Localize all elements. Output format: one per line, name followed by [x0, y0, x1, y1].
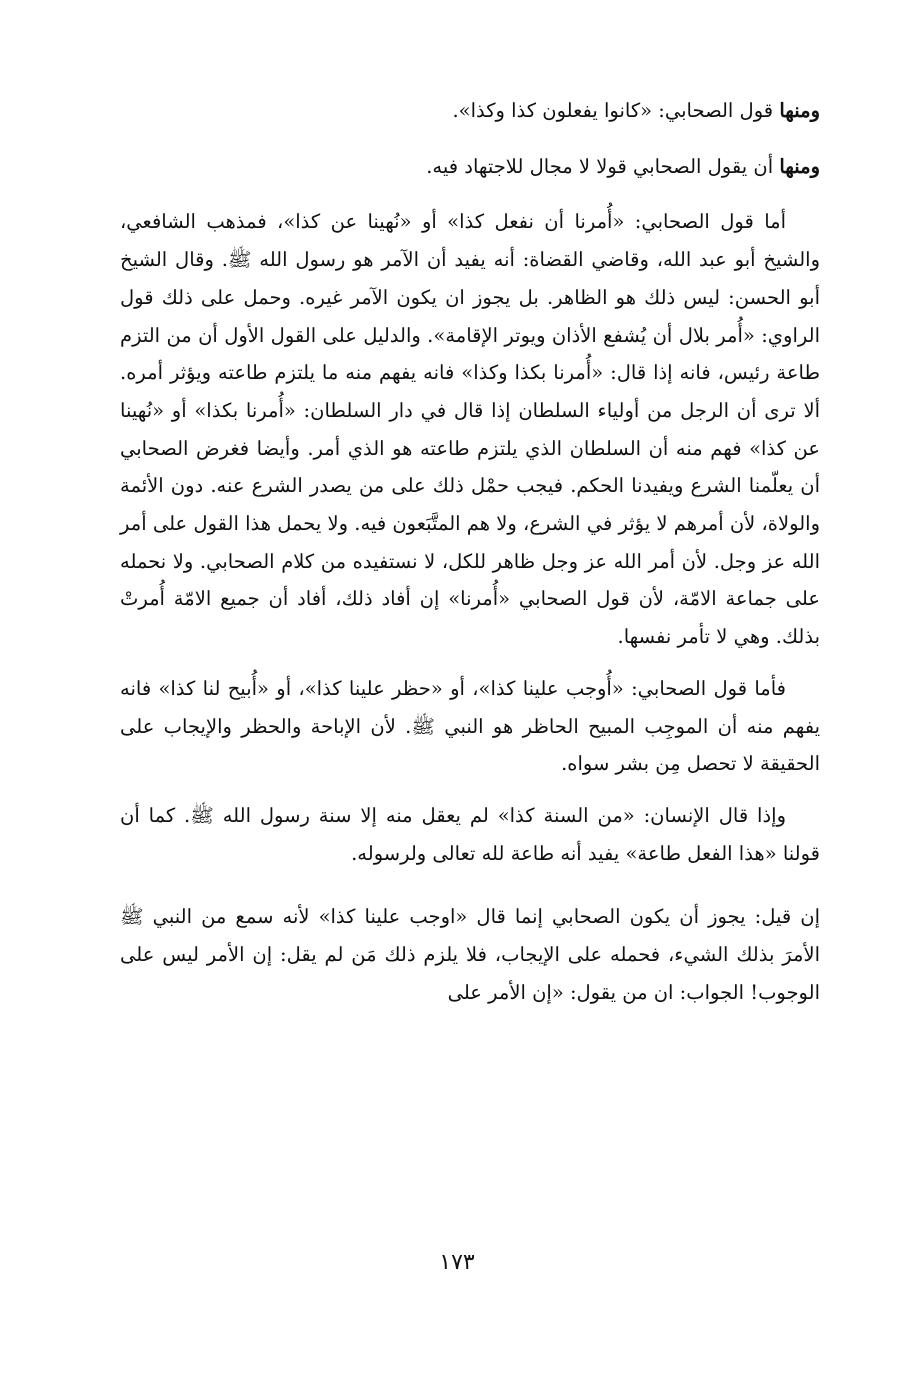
paragraph-1 — [120, 92, 820, 130]
paragraph-1-text: قول الصحابي: «كانوا يفعلون كذا وكذا». — [452, 99, 780, 122]
paragraph-5: وإذا قال الإنسان: «من السنة كذا» لم يعقل منه إلا سنة رسول الله ﷺ. كما أن قولنا «هذا الفعل طاعة» يفيد أنه طاعة لله تعالى ولرسوله. — [120, 803, 820, 865]
paragraph-3: أما قول الصحابي: «أُمرنا أن نفعل كذا» أو «نُهينا عن كذا»، فمذهب الشافعي، والشيخ أبو عبد الله، وقاضي القضاة: أنه يفيد أن الآمر هو رسول الله ﷺ. وقال الشيخ أبو الحسن: ليس ذلك هو الظاهر. بل يجوز ان يكون الآمر غيره. وحمل على ذلك قول الراوي: «أُمر بلال أن يُشفع الأذان ويوتر الإقامة». والدليل على القول الأول أن من التزم طاعة رئيس، فانه إذا قال: «أُمرنا بكذا وكذا» فانه يفهم منه ما يلتزم طاعته ويؤثر أمره. ألا ترى أن الرجل من أولياء السلطان إذا قال في دار السلطان: «أُمرنا بكذا» أو «نُهينا عن كذا» فهم منه أن السلطان الذي يلتزم طاعته هو الذي أمر. وأيضا فغرض الصحابي أن يعلّمنا الشرع ويفيدنا الحكم. فيجب حمْل ذلك على من يصدر الشرع عنه. دون الأئمة والولاة، لأن أمرهم لا يؤثر في الشرع، ولا هم المتَّبَعون فيه. ولا يحمل هذا القول على أمر الله عز وجل. لأن أمر الله عز وجل ظاهر للكل، لا نستفيده من كلام الصحابي. ولا نحمله على جماعة الامّة، لأن قول الصحابي «أُمرنا» إن أفاد ذلك، أفاد أن جميع الامّة أُمرتْ بذلك. وهي لا تأمر نفسها. — [120, 210, 820, 649]
paragraph-4: فأما قول الصحابي: «أُوجب علينا كذا»، أو «حظر علينا كذا»، أو «أُبيح لنا كذا» فانه يفهم منه أن الموجِب المبيح الحاظر هو النبي ﷺ. لأن الإباحة والحظر والإيجاب على الحقيقة لا تحصل مِن بشر سواه. — [120, 676, 820, 776]
page-body — [120, 92, 820, 1011]
page-number: ١٧٣ — [439, 1250, 475, 1275]
paragraph-2-lead: ومنها — [779, 154, 820, 178]
paragraph-6: إن قيل: يجوز أن يكون الصحابي إنما قال «اوجب علينا كذا» لأنه سمع من النبي ﷺ الأمرَ بذلك الشيء، فحمله على الإيجاب، فلا يلزم ذلك مَن لم يقل: إن الأمر ليس على الوجوب! الجواب: ان من يقول: «إن الأمر على — [120, 905, 820, 1004]
paragraph-1-lead: ومنها — [779, 99, 820, 122]
paragraph-2 — [120, 148, 820, 186]
paragraph-2-text: أن يقول الصحابي قولا لا مجال للاجتهاد فيه. — [426, 154, 780, 178]
